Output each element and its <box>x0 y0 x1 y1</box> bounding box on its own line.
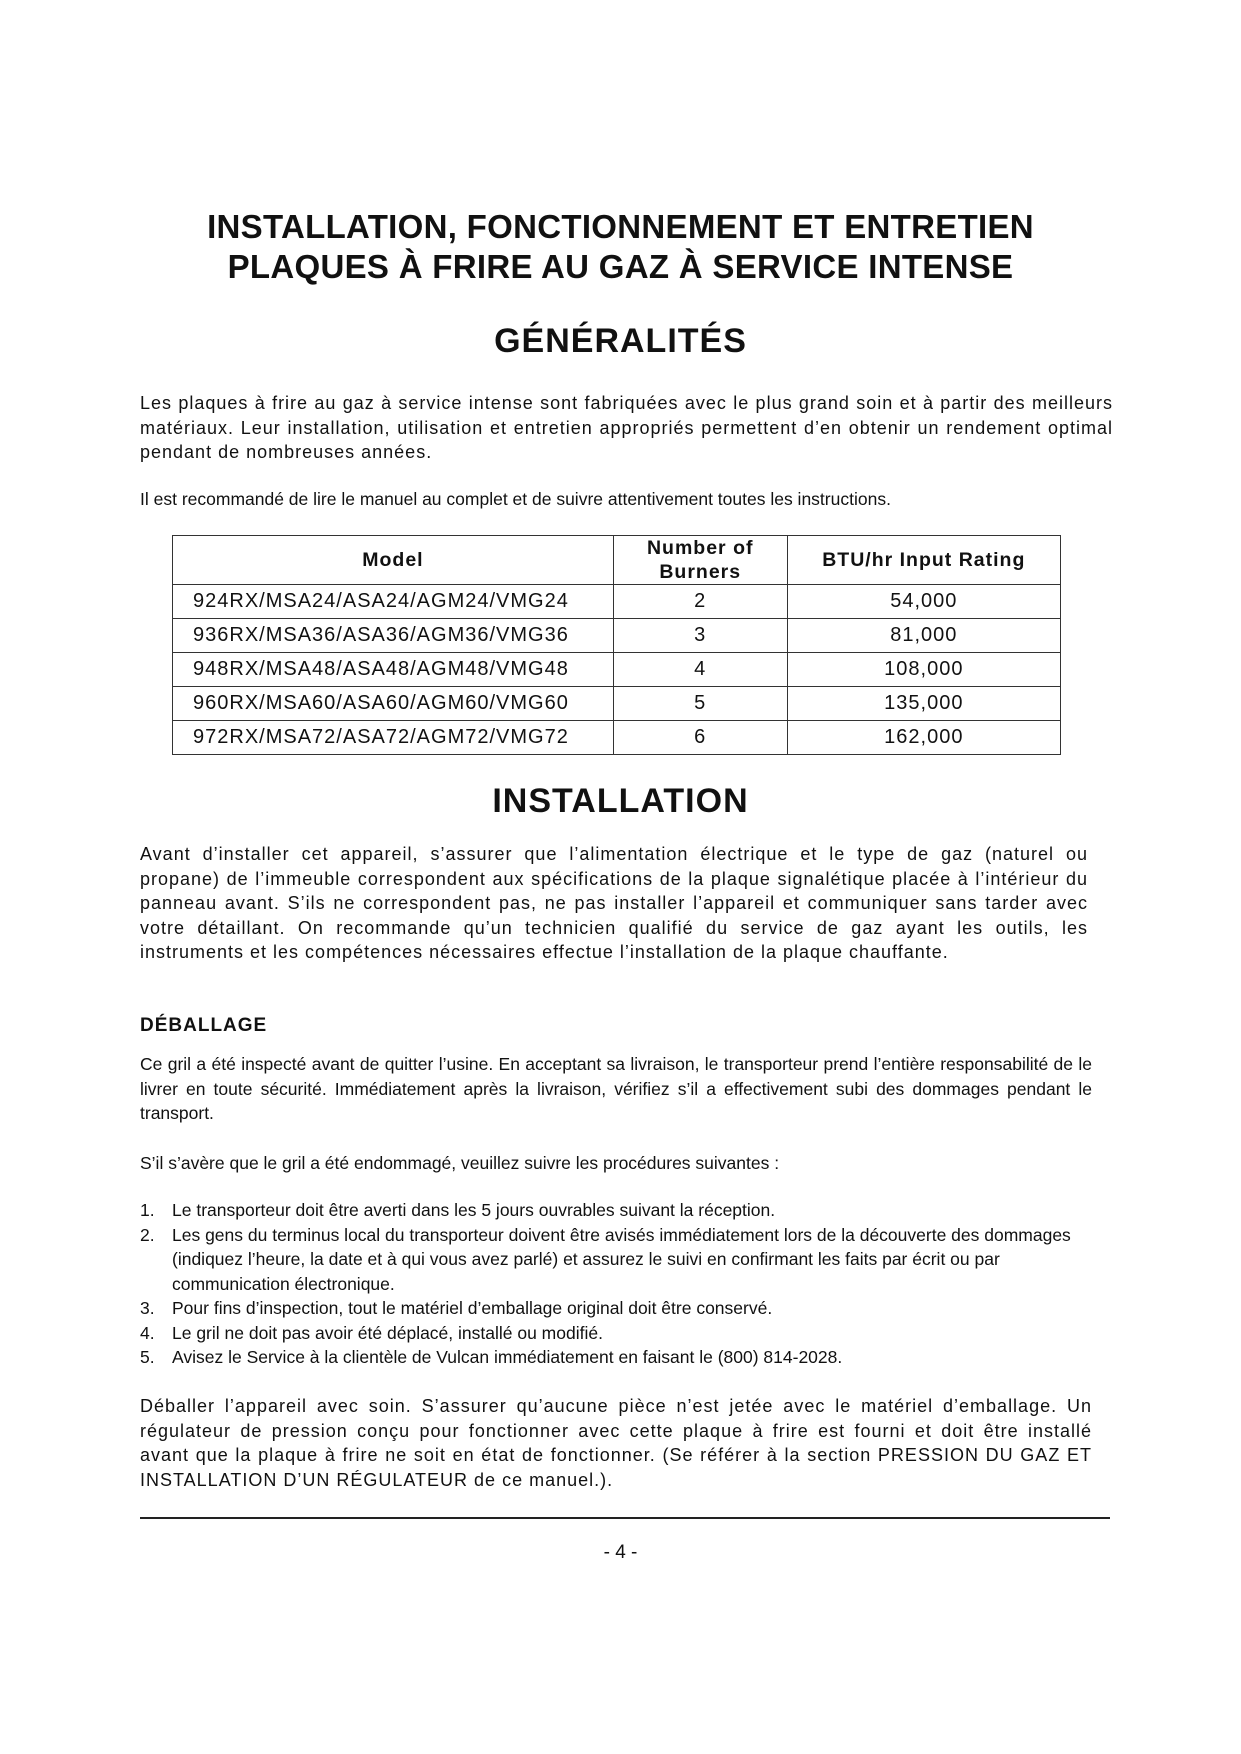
header-burners: Number of Burners <box>613 536 787 585</box>
cell-btu: 108,000 <box>787 653 1060 687</box>
list-item-text: Le transporteur doit être averti dans les 5 jours ouvrables suivant la réception. <box>172 1200 776 1220</box>
list-item-number: 4. <box>140 1322 155 1343</box>
burner-spec-table <box>172 535 1061 755</box>
list-item-number: 1. <box>140 1200 155 1220</box>
footer-divider <box>140 1517 1110 1519</box>
list-item-text: Pour fins d’inspection, tout le matériel d’emballage original doit être conservé. <box>172 1298 773 1318</box>
procedures-intro: S’il s’avère que le gril a été endommagé, veuillez suivre les procédures suivantes : <box>140 1153 780 1173</box>
unpacking-paragraph: Déballer l’appareil avec soin. S’assurer qu’aucune pièce n’est jetée avec le matériel d’emballage. Un régulateur de pression conçu pour fonctionner avec cette plaque à frire est fourni et doit être installé avant que la plaque à frire ne soit en état de fonctionner. (Se référer à la section PRESSION DU GAZ ET INSTALLATION D’UN RÉGULATEUR de ce manuel.). <box>140 1396 1092 1490</box>
cell-model: 924RX/MSA24/ASA24/AGM24/VMG24 <box>173 585 614 619</box>
cell-btu: 81,000 <box>787 619 1060 653</box>
installation-paragraph: Avant d’installer cet appareil, s’assurer que l’alimentation électrique et le type de gaz (naturel ou propane) de l’immeuble correspondent aux spécifications de la plaque signalétique placée à l’intérieur du panneau avant. S’ils ne correspondent pas, ne pas installer l’appareil et communiquer sans tarder avec votre détaillant. On recommande qu’un technicien qualifié du service de gaz ayant les outils, les instruments et les compétences nécessaires effectue l’installation de la plaque chauffante. <box>140 844 1088 962</box>
title-line-1: INSTALLATION, FONCTIONNEMENT ET ENTRETIEN <box>207 208 1034 245</box>
title-line-2: PLAQUES À FRIRE AU GAZ À SERVICE INTENSE <box>227 248 1014 285</box>
cell-model: 936RX/MSA36/ASA36/AGM36/VMG36 <box>173 619 614 653</box>
procedures-list <box>140 1198 1100 1370</box>
table-row <box>173 653 1061 687</box>
list-item-text: Le gril ne doit pas avoir été déplacé, installé ou modifié. <box>172 1322 603 1343</box>
header-model: Model <box>173 536 614 585</box>
cell-burners: 3 <box>613 619 787 653</box>
cell-model: 972RX/MSA72/ASA72/AGM72/VMG72 <box>173 721 614 755</box>
table-row <box>173 687 1061 721</box>
installation-heading: INSTALLATION <box>492 782 749 820</box>
generalites-paragraph: Les plaques à frire au gaz à service intense sont fabriquées avec le plus grand soin et à partir des meilleurs matériaux. Leur installation, utilisation et entretien appropriés permettent d’en obtenir un rendement optimal pendant de nombreuses années. <box>140 393 1113 462</box>
cell-model: 948RX/MSA48/ASA48/AGM48/VMG48 <box>173 653 614 687</box>
page-number: - 4 - <box>603 1542 638 1563</box>
list-item <box>140 1223 1100 1297</box>
deballage-heading: DÉBALLAGE <box>140 1015 268 1036</box>
table-row <box>173 619 1061 653</box>
cell-burners: 2 <box>613 585 787 619</box>
cell-btu: 54,000 <box>787 585 1060 619</box>
table-row <box>173 585 1061 619</box>
list-item-text: Avisez le Service à la clientèle de Vulcan immédiatement en faisant le (800) 814-2028. <box>172 1347 843 1367</box>
deballage-paragraph: Ce gril a été inspecté avant de quitter l’usine. En acceptant sa livraison, le transporteur prend l’entière responsabilité de le livrer en toute sécurité. Immédiatement après la livraison, vérifiez s’il a effectivement subi des dommages pendant le transport. <box>140 1054 1092 1123</box>
generalites-heading: GÉNÉRALITÉS <box>494 322 747 360</box>
list-item-number: 2. <box>140 1224 155 1245</box>
cell-burners: 5 <box>613 687 787 721</box>
cell-model: 960RX/MSA60/ASA60/AGM60/VMG60 <box>173 687 614 721</box>
cell-burners: 6 <box>613 721 787 755</box>
cell-btu: 162,000 <box>787 721 1060 755</box>
list-item <box>140 1345 1100 1370</box>
list-item-number: 5. <box>140 1347 155 1367</box>
list-item-number: 3. <box>140 1298 155 1318</box>
table-row <box>173 721 1061 755</box>
cell-btu: 135,000 <box>787 687 1060 721</box>
list-item <box>140 1321 1100 1346</box>
header-btu: BTU/hr Input Rating <box>787 536 1060 585</box>
table-header-row <box>173 536 1061 585</box>
cell-burners: 4 <box>613 653 787 687</box>
list-item-text: Les gens du terminus local du transporteur doivent être avisés immédiatement lors de la découverte des dommages (indiquez l’heure, la date et à qui vous avez parlé) et assurez le suivi en confirmant les faits par écrit ou par communication électronique. <box>172 1224 1071 1294</box>
list-item <box>140 1296 1100 1321</box>
document-title <box>0 207 1241 287</box>
list-item <box>140 1198 1100 1223</box>
recommendation-paragraph: Il est recommandé de lire le manuel au complet et de suivre attentivement toutes les instructions. <box>140 489 891 509</box>
